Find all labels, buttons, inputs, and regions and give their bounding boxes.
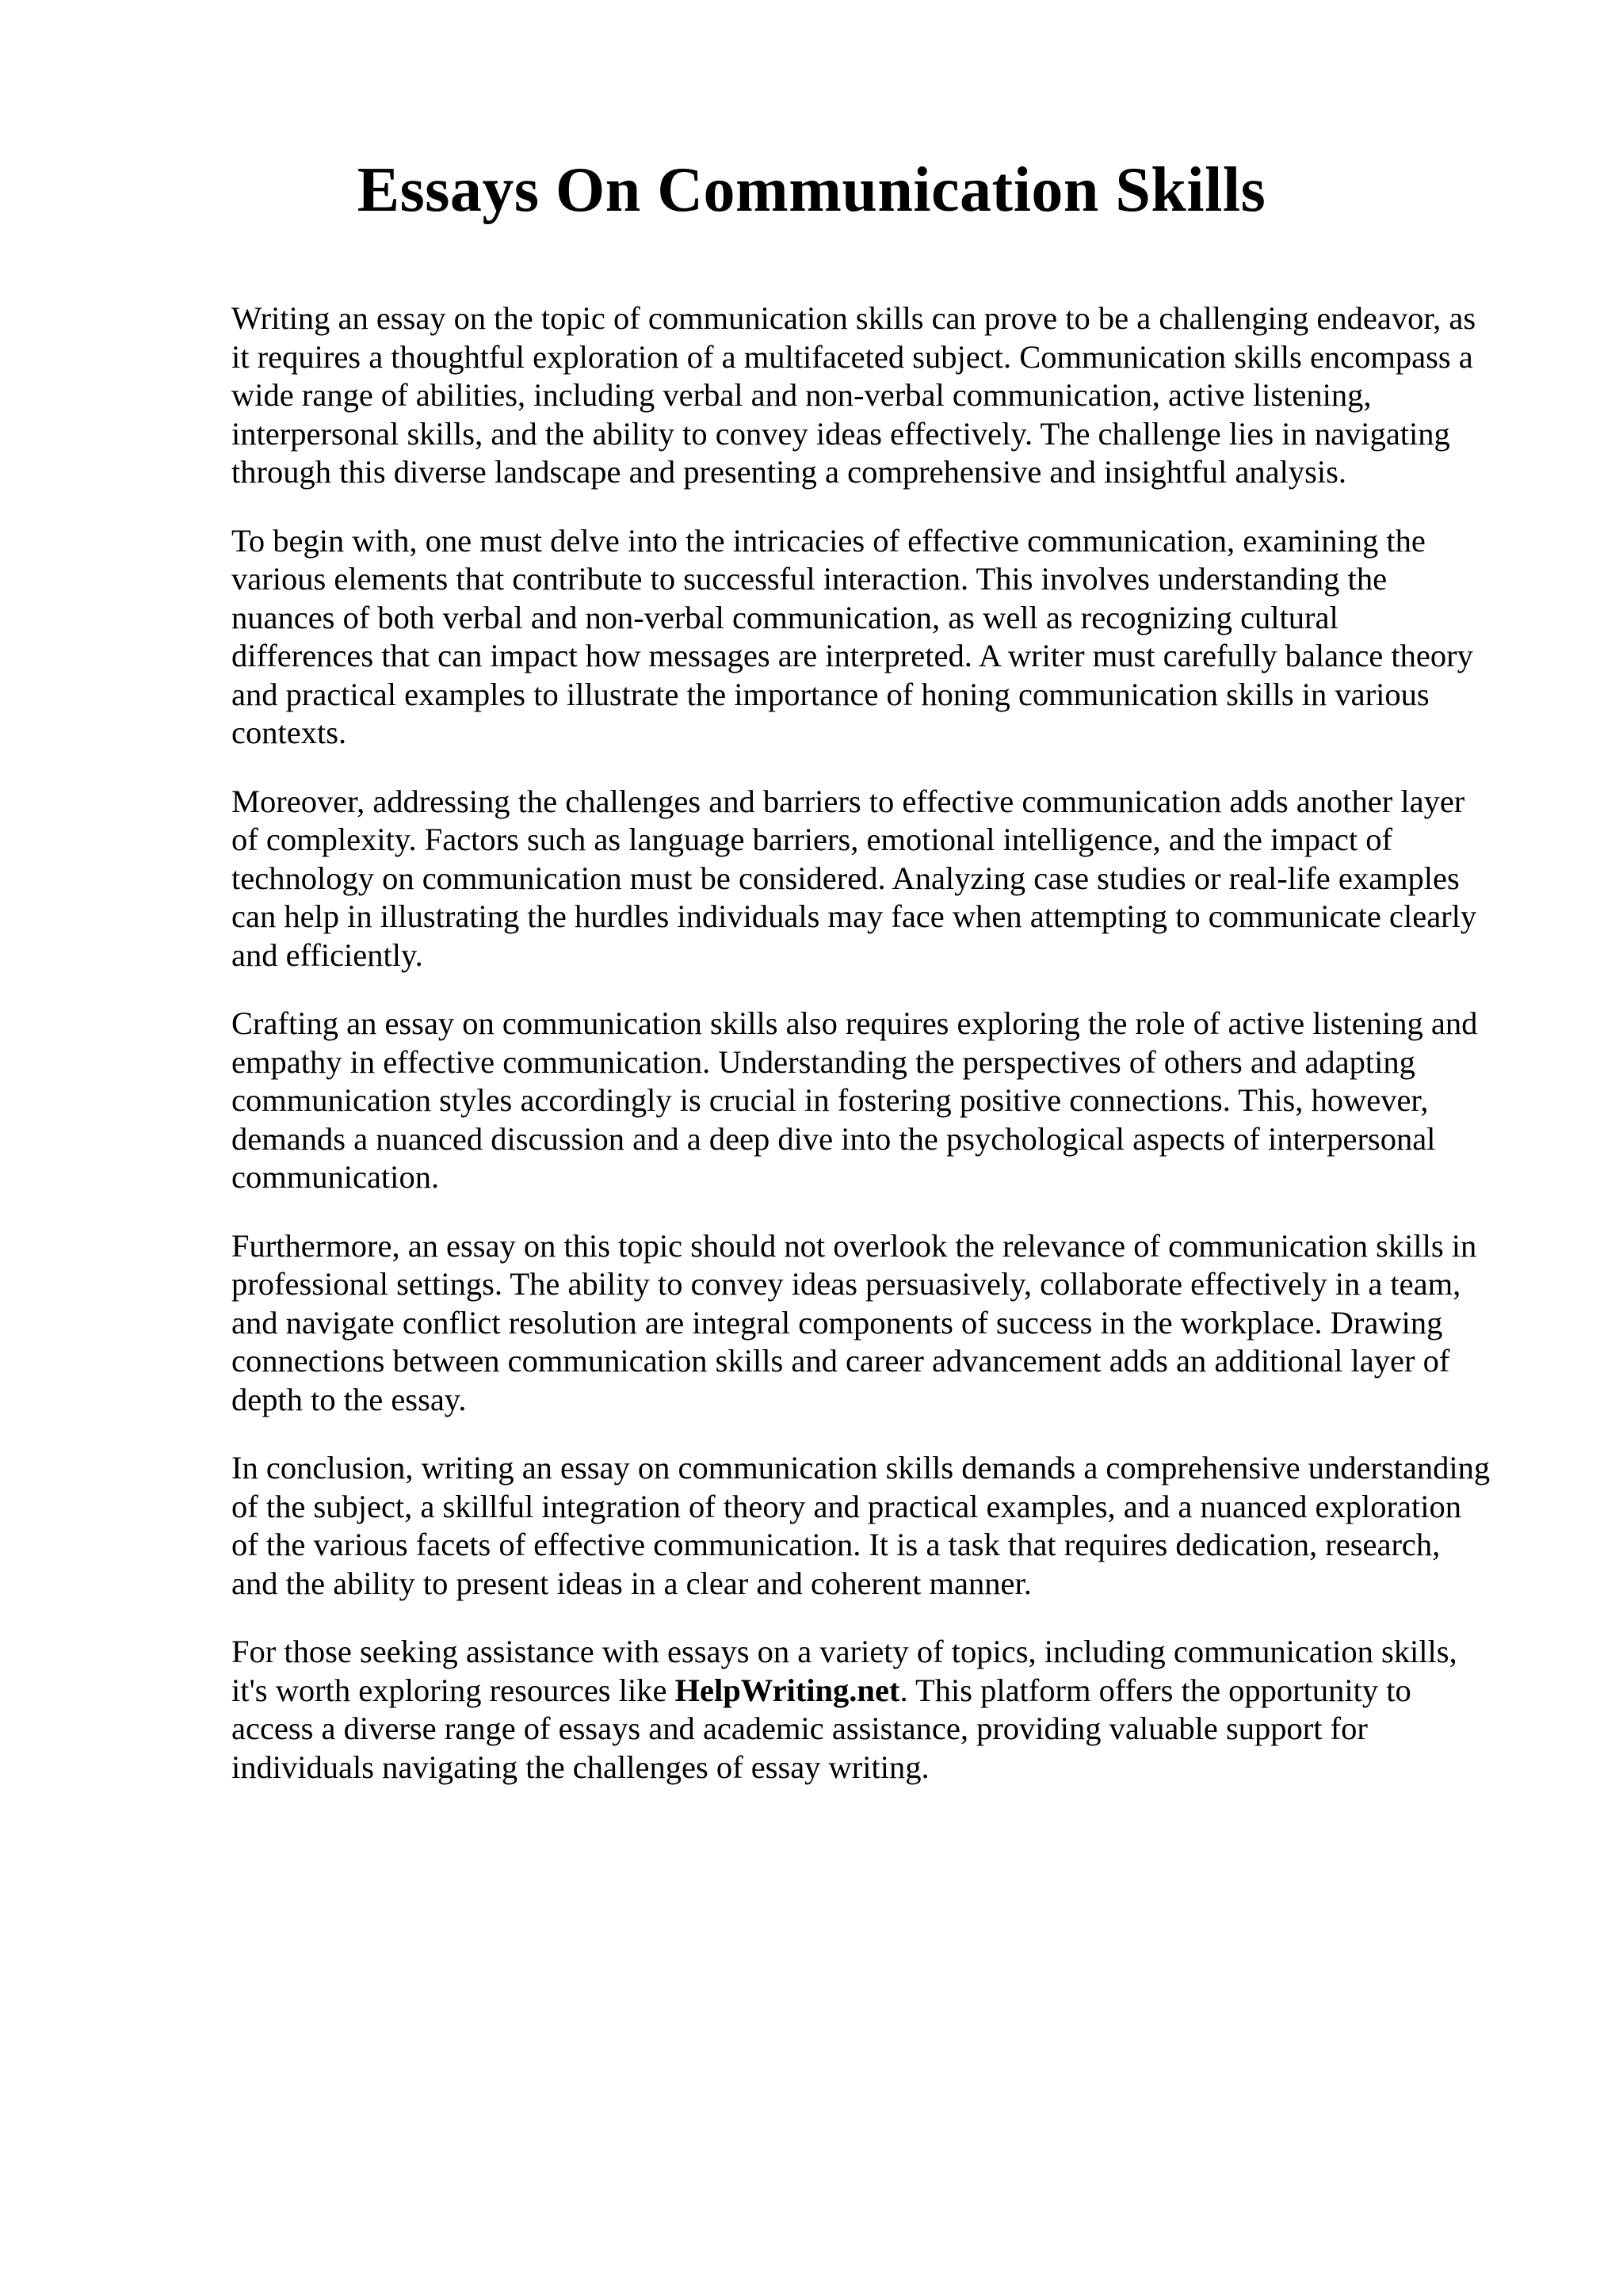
text-line: contexts. [231, 715, 347, 750]
text-line: wide range of abilities, including verbal and non-verbal communication, active listening, [231, 377, 1372, 413]
text-line: Crafting an essay on communication skills also requires exploring the role of active listening and [231, 1005, 1478, 1041]
text-line [231, 1672, 1531, 1711]
text-line: of the various facets of effective communication. It is a task that requires dedication, research, [231, 1527, 1441, 1562]
text-line: connections between communication skills and career advancement adds an additional layer of [231, 1343, 1450, 1379]
text-line: depth to the essay. [231, 1381, 467, 1417]
paragraph-4 [231, 1005, 1531, 1197]
text-line: through this diverse landscape and presenting a comprehensive and insightful analysis. [231, 454, 1347, 490]
paragraph-5 [231, 1227, 1531, 1420]
text-line: and the ability to present ideas in a clear and coherent manner. [231, 1565, 1032, 1601]
page-title: Essays On Communication Skills [357, 155, 1266, 225]
text-segment: it's worth exploring resources like [231, 1672, 675, 1708]
brand-name: HelpWriting.net [674, 1672, 900, 1708]
text-line: and efficiently. [231, 936, 423, 973]
essay-body [231, 299, 1531, 1817]
text-line: professional settings. The ability to convey ideas persuasively, collaborate effectively in a team, [231, 1266, 1461, 1302]
text-line: various elements that contribute to successful interaction. This involves understanding the [231, 561, 1388, 597]
text-line: interpersonal skills, and the ability to convey ideas effectively. The challenge lies in navigating [231, 415, 1450, 452]
text-line: For those seeking assistance with essays on a variety of topics, including communication skills, [231, 1634, 1457, 1669]
paragraph-3 [231, 783, 1531, 975]
text-line: In conclusion, writing an essay on communication skills demands a comprehensive understanding [231, 1450, 1491, 1486]
text-line: empathy in effective communication. Understanding the perspectives of others and adapting [231, 1043, 1415, 1080]
text-line: it requires a thoughtful exploration of a multifaceted subject. Communication skills encompass a [231, 338, 1473, 375]
text-line: Writing an essay on the topic of communication skills can prove to be a challenging endeavor, as [231, 300, 1476, 336]
text-line: and practical examples to illustrate the importance of honing communication skills in various [231, 676, 1430, 712]
text-line: To begin with, one must delve into the intricacies of effective communication, examining the [231, 522, 1426, 559]
text-line: communication. [231, 1159, 440, 1195]
text-line: can help in illustrating the hurdles individuals may face when attempting to communicate clearly [231, 898, 1477, 934]
text-line: demands a nuanced discussion and a deep dive into the psychological aspects of interpersonal [231, 1120, 1436, 1157]
text-line: technology on communication must be considered. Analyzing case studies or real-life examples [231, 860, 1460, 896]
text-line: access a diverse range of essays and academic assistance, providing valuable support for [231, 1711, 1368, 1746]
text-line: of complexity. Factors such as language barriers, emotional intelligence, and the impact of [231, 822, 1393, 857]
text-line: Furthermore, an essay on this topic should not overlook the relevance of communication skills in [231, 1227, 1477, 1264]
text-segment: . This platform offers the opportunity to [899, 1672, 1411, 1708]
text-line: communication styles accordingly is crucial in fostering positive connections. This, however, [231, 1082, 1429, 1118]
paragraph-6 [231, 1449, 1531, 1603]
text-line: nuances of both verbal and non-verbal communication, as well as recognizing cultural [231, 599, 1338, 635]
text-line: Moreover, addressing the challenges and barriers to effective communication adds another layer [231, 783, 1465, 819]
paragraph-2 [231, 522, 1531, 753]
text-line: differences that can impact how messages are interpreted. A writer must carefully balance theory [231, 638, 1473, 673]
text-line: of the subject, a skillful integration of theory and practical examples, and a nuanced exploration [231, 1488, 1461, 1524]
text-line: individuals navigating the challenges of essay writing. [231, 1749, 930, 1785]
text-line: and navigate conflict resolution are integral components of success in the workplace. Drawing [231, 1304, 1443, 1341]
paragraph-1 [231, 299, 1531, 492]
paragraph-closing [231, 1633, 1531, 1787]
